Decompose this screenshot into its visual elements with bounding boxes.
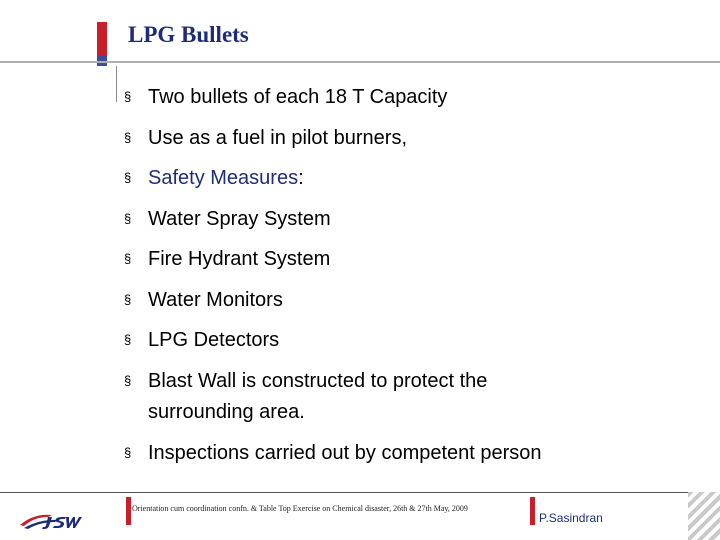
bullet-text-line-2: surrounding area. — [148, 400, 305, 423]
bullet-mark: § — [124, 210, 132, 226]
title-divider — [0, 61, 720, 63]
footer-separator-right — [530, 497, 535, 525]
bullet-text: Use as a fuel in pilot burners, — [148, 126, 408, 149]
bullet-text-highlight: Safety Measures — [148, 167, 299, 189]
list-item — [124, 163, 714, 193]
list-item — [124, 82, 714, 112]
list-item — [124, 325, 714, 355]
footer-separator-left — [126, 497, 131, 525]
jsw-logo-icon — [18, 509, 82, 531]
bullet-text: Water Spray System — [148, 207, 331, 230]
list-item — [124, 438, 714, 468]
bullet-text: Inspections carried out by competent person — [148, 442, 542, 464]
footer-divider — [0, 492, 720, 493]
bullet-list — [124, 82, 714, 479]
corner-decoration — [688, 492, 720, 540]
list-item — [124, 204, 714, 234]
bullet-mark: § — [124, 89, 132, 104]
bullet-mark: § — [124, 129, 132, 145]
title-accent-bar-red — [97, 22, 107, 60]
list-item — [124, 366, 714, 428]
bullet-mark: § — [124, 251, 132, 266]
slide-title: LPG Bullets — [128, 22, 249, 47]
presenter-name: P.Sasindran — [539, 511, 603, 525]
bullet-text: Water Monitors — [148, 288, 283, 311]
bullet-text: Two bullets of each 18 T Capacity — [148, 86, 448, 108]
bullet-text-suffix: : — [298, 167, 304, 189]
bullet-text: LPG Detectors — [148, 329, 280, 351]
list-item — [124, 244, 714, 274]
bullet-mark: § — [124, 291, 132, 307]
bullet-text-line-1: Blast Wall is constructed to protect the — [148, 369, 488, 392]
bullet-mark: § — [124, 332, 132, 347]
bullet-mark: § — [124, 170, 132, 185]
content-vertical-rule — [116, 66, 117, 102]
bullet-text: Fire Hydrant System — [148, 248, 331, 270]
footer-event-text: Orientation cum coordination confn. & Table Top Exercise on Chemical disaster, 26th & 27th May, 2009 — [132, 504, 468, 513]
list-item — [124, 123, 714, 153]
list-item — [124, 285, 714, 315]
bullet-mark: § — [124, 445, 132, 460]
bullet-mark: § — [124, 372, 132, 388]
